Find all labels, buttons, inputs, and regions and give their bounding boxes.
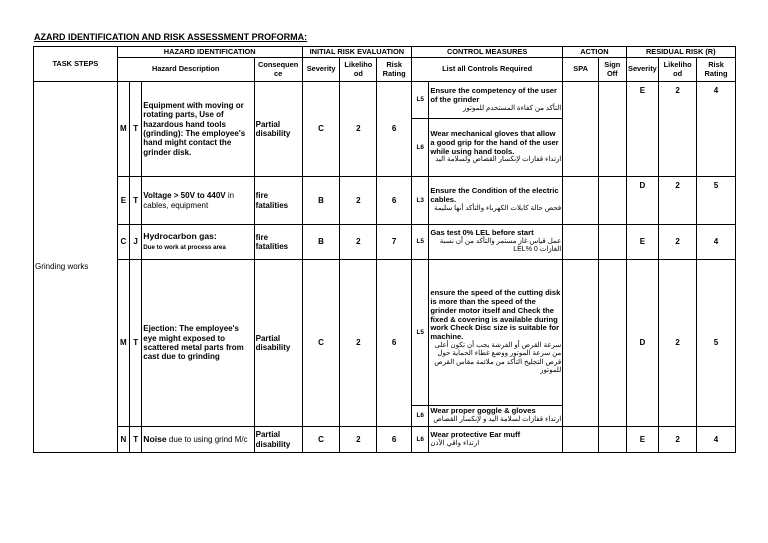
- hazard-title: Voltage > 50V to 440V: [143, 191, 226, 201]
- likelihood: 2: [340, 427, 377, 453]
- hazard-detail: due to using grind M/c: [166, 434, 248, 444]
- hazard-title: Hydrocarbon gas:: [143, 231, 217, 242]
- task-step-cell: Grinding works: [34, 82, 118, 453]
- residual-likelihood: 2: [659, 82, 697, 177]
- control-text: [429, 427, 563, 453]
- control-text-ar: عمل قياس غاز مستمر والتأكد من أن نسبة الغازات LEL% 0: [439, 237, 562, 254]
- residual-severity: E: [626, 225, 659, 260]
- control-level: L6: [412, 119, 429, 177]
- control-level: L5: [412, 260, 429, 406]
- header-list-controls: List all Controls Required: [412, 58, 563, 82]
- control-text-en: Wear protective Ear muff: [430, 429, 521, 439]
- control-text-ar: ارتداء قفازات لإنكسار القصاص ولسلامة اليد: [435, 156, 562, 164]
- residual-severity: D: [626, 260, 659, 427]
- header-res-likelihood: Likeliho od: [659, 58, 697, 82]
- hazard-code: T: [130, 82, 142, 177]
- control-level: L5: [412, 225, 429, 260]
- hazard-title: Noise: [143, 433, 167, 444]
- severity: C: [302, 260, 340, 427]
- residual-likelihood: 2: [659, 427, 697, 453]
- hazard-code: E: [117, 177, 129, 225]
- risk-rating: 6: [377, 177, 412, 225]
- header-row-2: [34, 58, 736, 82]
- control-text-en: Gas test 0% LEL before start: [430, 228, 534, 238]
- control-text: [429, 119, 563, 177]
- header-residual-risk: RESIDUAL RISK (R): [626, 47, 735, 58]
- control-text-en: Ensure the Condition of the electric cables.: [430, 186, 559, 205]
- spa-cell: [563, 260, 599, 427]
- residual-risk-rating: 5: [697, 260, 736, 427]
- hazard-description: Equipment with moving or rotating parts, Use of hazardous hand tools (grinding): The employee's hand might contact the grinder disk.: [142, 82, 254, 177]
- sign-off-cell: [598, 260, 626, 427]
- header-consequence: Consequen ce: [254, 58, 302, 82]
- control-text-en: Ensure the competency of the user of the grinder: [430, 85, 557, 104]
- residual-likelihood: 2: [659, 177, 697, 225]
- likelihood: 2: [340, 225, 377, 260]
- hazard-code: N: [117, 427, 129, 453]
- control-level: L3: [412, 177, 429, 225]
- residual-risk-rating: 4: [697, 427, 736, 453]
- header-spa: SPA: [563, 58, 599, 82]
- likelihood: 2: [340, 82, 377, 177]
- residual-risk-rating: 4: [697, 225, 736, 260]
- residual-likelihood: 2: [659, 260, 697, 427]
- control-text-en: ensure the speed of the cutting disk is more than the speed of the grinder motor itself and Check the fixed & covering is available during work Check Disc size is suitable for machine.: [430, 288, 561, 342]
- header-severity: Severity: [302, 58, 340, 82]
- likelihood: 2: [340, 260, 377, 427]
- risk-rating: 6: [377, 427, 412, 453]
- consequence: Partial disability: [254, 260, 302, 427]
- consequence: fire fatalities: [254, 177, 302, 225]
- control-text-ar: فحص حالة كابلات الكهرباء والتأكد أنها سليمة: [434, 205, 562, 213]
- control-text-en: Wear mechanical gloves that allow a good grip for the hand of the user while using hand tools.: [430, 129, 559, 156]
- residual-likelihood: 2: [659, 225, 697, 260]
- header-row-1: [34, 47, 736, 58]
- header-likelihood: Likeliho od: [340, 58, 377, 82]
- control-text: [429, 406, 563, 427]
- control-text-ar: التأكد من كفاءة المستخدم للموتور: [463, 104, 562, 112]
- risk-rating: 6: [377, 82, 412, 177]
- header-res-severity: Severity: [626, 58, 659, 82]
- sign-off-cell: [598, 82, 626, 177]
- consequence: fire fatalities: [254, 225, 302, 260]
- table-row: [34, 177, 736, 225]
- severity: B: [302, 177, 340, 225]
- spa-cell: [563, 177, 599, 225]
- hazard-code: T: [130, 177, 142, 225]
- sign-off-cell: [598, 427, 626, 453]
- severity: C: [302, 427, 340, 453]
- table-row: [34, 260, 736, 406]
- header-sign-off: Sign Off: [598, 58, 626, 82]
- residual-severity: E: [626, 427, 659, 453]
- residual-risk-rating: 4: [697, 82, 736, 177]
- severity: C: [302, 82, 340, 177]
- hazard-detail: in cables, equipment: [143, 191, 235, 210]
- control-text: [429, 177, 563, 225]
- hazard-detail: Due to work at process area: [143, 243, 226, 251]
- likelihood: 2: [340, 177, 377, 225]
- hazard-code: T: [130, 260, 142, 427]
- header-initial-risk-evaluation: INITIAL RISK EVALUATION: [302, 47, 411, 58]
- table-row: [34, 225, 736, 260]
- sign-off-cell: [598, 177, 626, 225]
- hazard-description: [142, 225, 254, 260]
- hazard-description: [142, 427, 254, 453]
- hazard-code: M: [117, 82, 129, 177]
- control-level: L6: [412, 427, 429, 453]
- header-control-measures: CONTROL MEASURES: [412, 47, 563, 58]
- page-title: AZARD IDENTIFICATION AND RISK ASSESSMENT PROFORMA:: [34, 32, 308, 42]
- hazard-description: [142, 177, 254, 225]
- control-text: [429, 82, 563, 119]
- hazard-code: J: [130, 225, 142, 260]
- control-level: L5: [412, 82, 429, 119]
- risk-rating: 6: [377, 260, 412, 427]
- control-level: L6: [412, 406, 429, 427]
- sign-off-cell: [598, 225, 626, 260]
- control-text: [429, 225, 563, 260]
- header-res-risk-rating: Risk Rating: [697, 58, 736, 82]
- consequence: Partial disability: [254, 427, 302, 453]
- hazard-code: T: [130, 427, 142, 453]
- risk-rating: 7: [377, 225, 412, 260]
- header-risk-rating: Risk Rating: [377, 58, 412, 82]
- hazard-description: Ejection: The employee's eye might exposed to scattered metal parts from cast due to grinding: [142, 260, 254, 427]
- severity: B: [302, 225, 340, 260]
- control-text-en: Wear proper goggle & gloves: [430, 406, 536, 416]
- hazard-code: M: [117, 260, 129, 427]
- spa-cell: [563, 225, 599, 260]
- header-hazard-identification: HAZARD IDENTIFICATION: [117, 47, 302, 58]
- spa-cell: [563, 82, 599, 177]
- residual-severity: E: [626, 82, 659, 177]
- control-text: [429, 260, 563, 406]
- spa-cell: [563, 427, 599, 453]
- control-text-ar: ارتداء قفازات لسلامة اليد و لإنكسار القصاص: [433, 416, 562, 424]
- hazard-code: C: [117, 225, 129, 260]
- header-hazard-description: Hazard Description: [117, 58, 254, 82]
- header-action: ACTION: [563, 47, 626, 58]
- header-task-steps: TASK STEPS: [34, 47, 118, 82]
- table-row: [34, 427, 736, 453]
- residual-severity: D: [626, 177, 659, 225]
- risk-assessment-table: [33, 46, 736, 453]
- control-text-ar: سرعة القرص أو الفرشة يجب أن تكون أعلى من سرعة الموتور ووضع غطاء الحماية حول قرص التجليخ التأكد من ملائمة مقاس القرص للموتور: [434, 341, 562, 375]
- table-row: [34, 82, 736, 119]
- residual-risk-rating: 5: [697, 177, 736, 225]
- consequence: Partial disability: [254, 82, 302, 177]
- control-text-ar: ارتداء واقي الأذن: [430, 439, 480, 447]
